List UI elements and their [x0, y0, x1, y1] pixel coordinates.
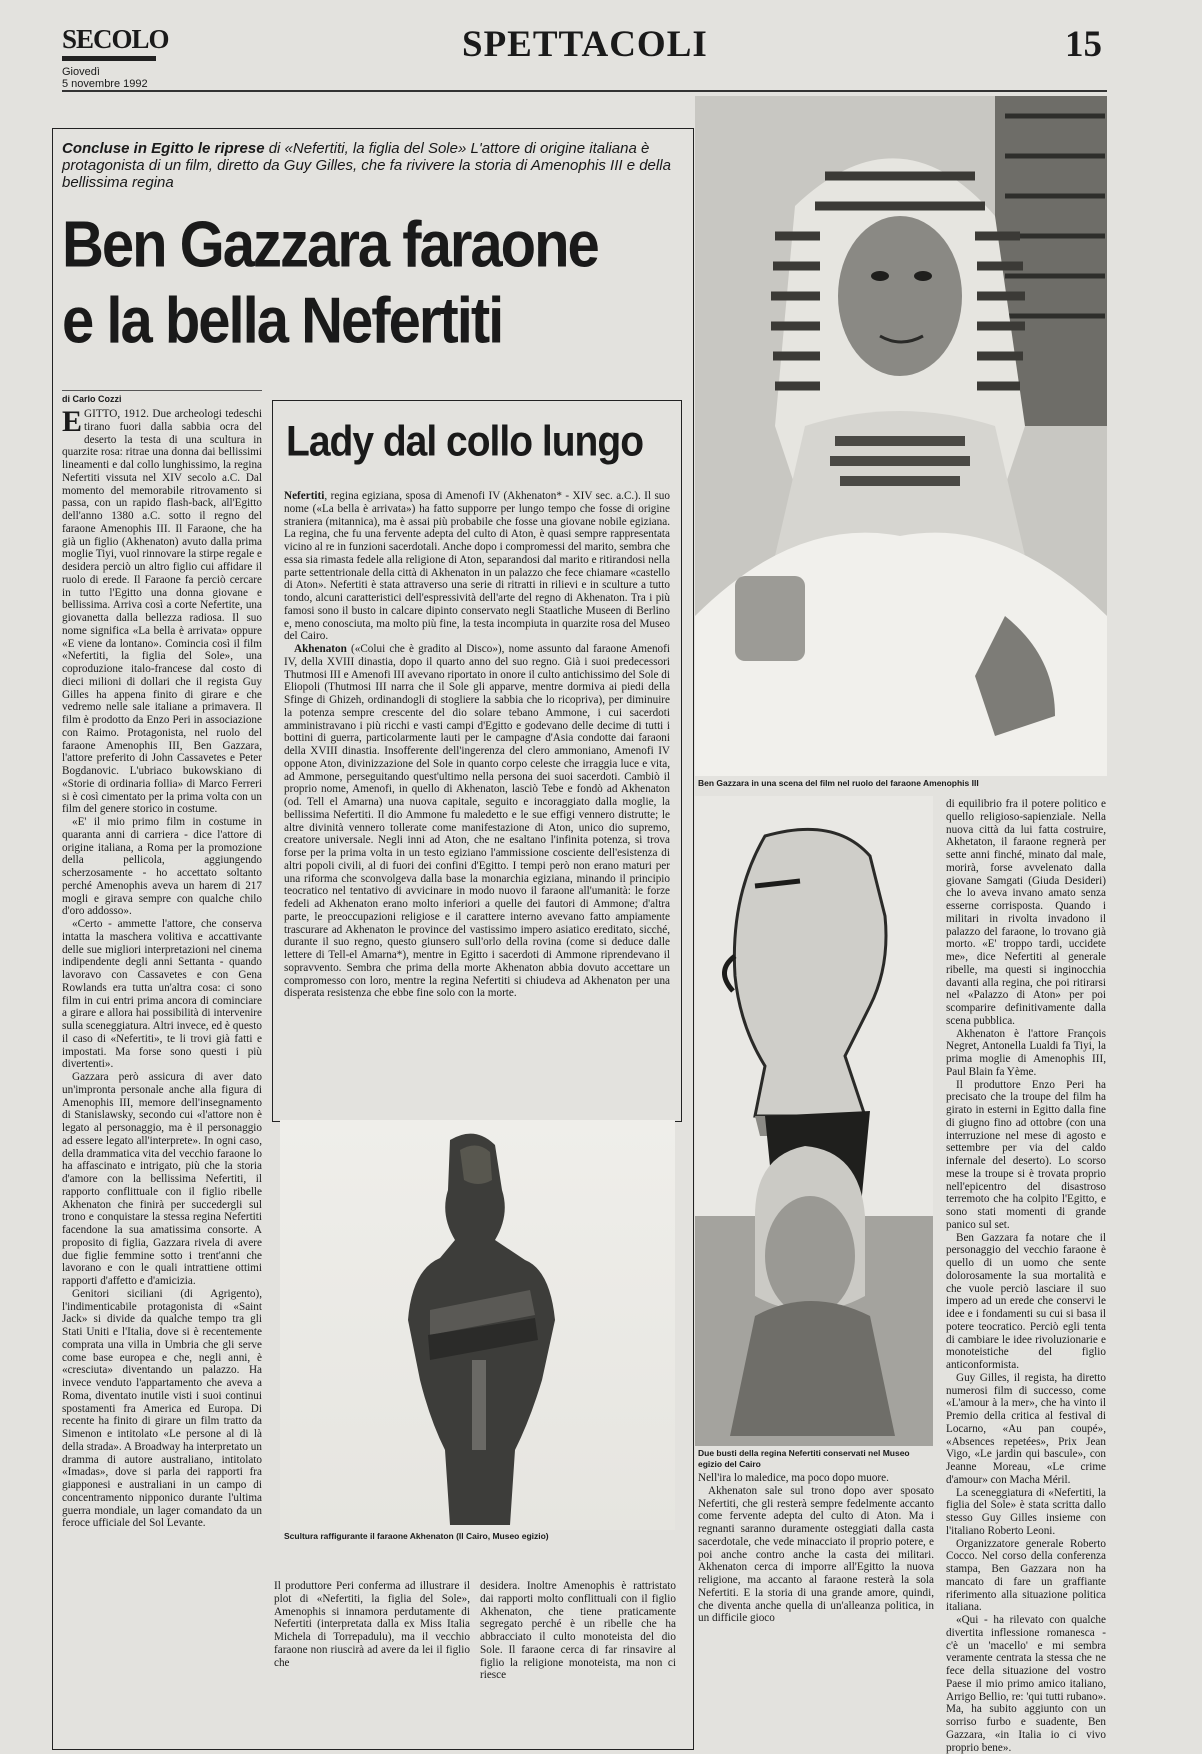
article-paragraph: La sceneggiatura di «Nefertiti, la figlia del Sole» è stata scritta dallo stesso Guy Gilles insieme con l'italiano Roberto Leoni. [946, 1486, 1106, 1537]
article-column-busts [698, 1472, 934, 1744]
kicker-bold: Concluse in Egitto le riprese [62, 140, 265, 157]
pharaoh-illustration [695, 96, 1107, 776]
article-column-right [946, 798, 1106, 1754]
article-paragraph: Ben Gazzara fa notare che il personaggio del vecchio faraone è quello di un uomo che sente dolorosamente la sua mortalità e che vuole perciò lasciare il suo impero ad un erede che conservi le idee e i fondamenti su cui si basa il potere teocratico. Perciò egli tenta di cambiare le idee rivoluzionarie e monoteistiche del figlio anticonformista. [946, 1231, 1106, 1371]
busts-caption: Due busti della regina Nefertiti conservati nel Museo egizio del Cairo [698, 1448, 910, 1469]
article-paragraph: Nell'ira lo maledice, ma poco dopo muore. [698, 1472, 889, 1484]
article-paragraph: di equilibrio fra il potere politico e quello religioso-sapienziale. Nella nuova città da lui fatta costruire, Akhetaton, il faraone regnerà per sette anni finché, minato dal male, morirà, forse avvelenato dalla giovane Samgati (Giuda Desideri) che lo aveva invano amato senza esserne corrisposta. Quando i militari in rivolta invadono il palazzo del faraone, lo trovano già morto. «E' troppo tardi, uccidete me», dice Nefertiti al generale ribelle, ma questi si inginocchia davanti alla regina, che poi ritirarsi nel «Palazzo di Aton» per poi scomparire definitivamente dalla scena pubblica. [946, 798, 1106, 1027]
statue-illustration [280, 1120, 675, 1530]
sidebar-paragraph: Nefertiti, regina egiziana, sposa di Amenofi IV (Akhenaton* - XIV sec. a.C.). Il suo nome («La bella è arrivata») ha fatto supporre per lungo tempo che fosse di origine straniera (mitannica), ma è assai più probabile che fosse una giovane nobile egiziana. La regina, che fu una fervente adepta del culto di Aton, è quasi sempre rappresentata vicino al re in funzioni sacerdotali. Anche dopo i compromessi del marito, sembra che essa sia rimasta fedele alla religione di Aton, separandosi dal marito e ritirandosi nella parte settentrionale della città di Akhenaton in un palazzo che fece chiamare «castello di Aton». Nefertiti è stata attraverso una serie di ritratti in rilievi e in sculture a tutto tondo, alcuni caratteristici dell'espressività dell'arte del regno di Akhenaton. Tra i più famosi sono il busto in calcare dipinto conservato negli Staatliche Museen di Berlino e, meno conosciuta, ma molto più fine, la testa incompiuta in quarzite rosa del Museo del Cairo. [284, 490, 670, 643]
busts-illustration [695, 796, 933, 1446]
nefertiti-busts-photo [695, 796, 933, 1446]
article-paragraph: «E' il mio primo film in costume in quaranta anni di carriera - dice l'attore di origine italiana, a Roma per la promozione della pellicola, aggiungendo scherzosamente - ho accettato soltanto perché Amenophis aveva un harem di 217 mogli e girava sempre con qualche chilo d'oro addosso». [62, 816, 262, 918]
masthead [62, 18, 1112, 88]
article-paragraph: Gazzara però assicura di aver dato un'impronta personale anche alla figura di Amenophis III, memore dell'insegnamento di Stanislawsky, secondo cui «l'attore non è legato al personaggio, ma è il personaggio ad essere legato all'interprete». In ogni caso, della drammatica vita del vecchio faraone lo ha affascinato e intrigato, più che la storia d'amore con la bellissima Nefertiti, il rapporto conflittuale con il figlio ribelle Akhenaton che finirà per succedergli sul trono e conquistare la stessa regina Nefertiti facendone la sua amatissima consorte. A proposito di figlia, Gazzara rivela di avere due figlie femmine sotto i trent'anni che lavorano e con le quali intrattiene ottimi rapporti d'affetto e d'amicizia. [62, 1071, 262, 1287]
logo-underline [62, 56, 156, 61]
article-paragraph: «Certo - ammette l'attore, che conserva intatta la maschera volitiva e accattivante delle sue migliori interpretazioni nel cinema indipendente degli anni Settanta - quando lavoravo con Cassavetes e con Gena Rowlands era tutta un'altra cosa: ci sono film in cui entri prima ancora di cominciare a girare e allora hai possibilità di intervenire sulla sceneggiatura. Altri invece, ed è questo il caso di «Nefertiti», te li trovi già fatti e impostati. Ma forse sono questi i più divertenti». [62, 918, 262, 1071]
article-paragraph: Organizzatore generale Roberto Cocco. Nel corso della conferenza stampa, Ben Gazzara non ha mancato di fare un graffiante riferimento alla situazione politica italiana. [946, 1537, 1106, 1614]
article-paragraph: Il produttore Peri conferma ad illustrare il plot di «Nefertiti, la figlia del Sole», Amenophis si innamora perdutamente di Nefertiti (interpretata dalla ex Miss Italia Michela di Torrepadulu), ma il vecchio faraone non riuscirà ad avere da lei il figlio che [274, 1580, 470, 1669]
article-kicker [62, 140, 682, 191]
section-title: SPETTACOLI [462, 24, 708, 65]
headline-line-1: Ben Gazzara faraone [62, 208, 598, 281]
drop-cap: E [62, 405, 83, 438]
article-paragraph: EGITTO, 1912. Due archeologi tedeschi tirano fuori dalla sabbia ocra del deserto la testa di una scultura in quarzite rosa: ritrae una donna dai bellissimi lineamenti e dal collo lunghissimo, la regina Nefertiti vissuta nel XIV secolo a.C. Dal momento del memorabile ritrovamento si passa, con un rapido flash-back, all'Egitto dell'anno 1380 a.C. sotto il regno del faraone Amenophis III. Il Faraone, che ha già un figlio (Akhenaton) avuto dalla prima moglie Tiyi, vuol rinnovare la stirpe regale e desidera perciò un altro figlio cui affidare il ruolo di erede. Il Faraone fa perciò cercare in tutto l'Egitto una donna giovane e bellissima. Arriva così a corte Nefertite, una giovanetta dalla bellezza radiosa. Il suo nome significa «La bella è arrivata» oppure «E viene da lontano». Comincia così il film «Nefertiti, la figlia del Sole», una coproduzione italo-francese dal costo di dieci milioni di dollari che il regista Guy Gilles ha appena finito di girare e che vedremo nelle sale italiane a primavera. Il film è prodotto da Enzo Peri in associazione con Raimo. Protagonista, nel ruolo del faraone Amenophis III, Ben Gazzara, l'attore preferito di John Cassavetes e Peter Bogdanovic. L'ubriaco bukowskiano di «Storie di ordinaria follia» di Marco Ferreri si è così cimentato per la prima volta con un film del genere storico in costume. [62, 405, 262, 816]
article-paragraph: «Qui - ha rilevato con qualche divertita inflessione romanesca - c'è un 'macello' e mi sembra veramente centrata la stessa che ne fece della situazione del vostro Paese il mio primo amico italiano, Arrigo Bellio, re: 'qui tutti rubano». Ma, ha subito aggiunto con un sorriso furbo e suadente, Ben Gazzara, «in Italia io ci vivo proprio bene». [946, 1614, 1106, 1754]
masthead-rule [62, 90, 1107, 92]
article-headline [62, 207, 702, 359]
article-column-2 [274, 1580, 470, 1745]
headline-line-2: e la bella Nefertiti [62, 284, 503, 358]
article-column-1 [62, 405, 262, 1738]
akhenaton-statue-photo [280, 1120, 675, 1530]
byline-rule [62, 390, 262, 391]
ben-gazzara-pharaoh-photo [695, 96, 1107, 776]
page-number: 15 [1065, 24, 1102, 65]
article-paragraph: Guy Gilles, il regista, ha diretto numerosi film di successo, come «L'amour à la mer», che ha vinto il Premio della critica al festival di Locarno, «Au pan coupé», «Absences repetées», Prix Jean Vigo, «Le jardin qui bascule», con Jeanne Moreau, «Le crime d'amour» con Macha Méril. [946, 1371, 1106, 1486]
article-paragraph: Il produttore Enzo Peri ha precisato che la troupe del film ha girato in esterni in Egitto dalla fine di giugno fino ad ottobre (con una interruzione nel mese di agosto e settembre per via del caldo infernale del deserto). Lo scorso mese la troupe si è trovata proprio nell'epicentro del disastroso terremoto che ha colpito l'Egitto, e sono stati momenti di grande panico sul set. [946, 1078, 1106, 1231]
byline: di Carlo Cozzi [62, 394, 122, 404]
kicker-text: di «Nefertiti, la figlia del Sole» L'attore di origine italiana è protagonista di un film, diretto da Guy Gilles, che fa rivivere la storia di Amenophis III e della bellissima regina [62, 140, 671, 191]
article-column-3 [480, 1580, 676, 1745]
sidebar-title: Lady dal collo lungo [286, 418, 644, 466]
statue-caption: Scultura raffigurante il faraone Akhenaton (Il Cairo, Museo egizio) [284, 1531, 549, 1541]
weekday: Giovedì [62, 66, 100, 78]
sidebar-paragraph: Akhenaton («Colui che è gradito al Disco»), nome assunto dal faraone Amenofi IV, della XVIII dinastia, dopo il quarto anno del suo regno. Già i suoi predecessori Thutmosi III e Amenofi III avevano riportato in onore il culto antichissimo del Sole di Eliopoli (Thutmosi III narra che il Sole gli apparve, mentre dormiva ai piedi della Sfinge di Ghizeh, ordinandogli di stogliere la sabbia che lo ricopriva), per diminuire la potenza sempre crescente del dio solare tebano Ammone, i cui sacerdoti amministravano i più ricchi e vasti campi d'Egitto e godevano delle decime di tutti i bottini di guerra, particolarmente lauti per le campagne d'Asia condotte dai faraoni della XVIII dinastia. Insofferente dell'ingerenza del clero ammoniano, Amenofi IV oppone Aton, divinizzazione del Sole in quanto corpo celeste che irraggia luce e vita, ad Ammone, perseguitando quest'ultimo nella persona dei suoi sacerdoti. Cambiò il proprio nome, Amenofi, in quello di Akhenaton, lasciò Tebe e fondò ad Akhenaton (od. Tell el Amarna) una nuova capitale, seguito e incoraggiato dalla moglie, la bellissima Nefertiti. Il dio Ammone fu maledetto e le sue effigi vennero distrutte; le altre divinità vennero tollerate come manifestazione di Aton, unico dio supremo, creatore universale. Negli inni ad Aton, che ne esaltano l'infinita potenza, si trova forse per la prima volta in un testo egiziano l'ammissione cosciente dell'esistenza di altri popoli civili, al di fuori dei confini d'Egitto. I tempi però non erano maturi per una riforma che sconvolgeva dalla base la monarchia egiziana, minando il principio teocratico nel tentativo di avvicinare in modo nuovo il faraone all'umanità: le forze fedeli ad Akhenaton erano molto inferiori a quelle dei fautori di Ammone; d'altra parte, le preoccupazioni religiose e il carattere interno avevano fatto ampiamente trascurare ad Akhenaton le province del vastissimo impero asiatico ereditato, sicché, durante il suo regno, questo giunsero sull'orlo della rovina (come si deduce dalle lettere di Tell-el Amarna*), mentre in Egitto i sacerdoti di Ammone riprendevano il sopravvento. Sembra che prima della morte Akhenaton abbia dovuto accettare un compromesso con loro, mentre la regina Nefertiti si chiudeva ad Akhenaton per una disperata resistenza che ebbe fine solo con la morte. [284, 643, 670, 1000]
sidebar-text [284, 490, 670, 1108]
newspaper-logo: SECOLO [62, 24, 169, 54]
article-paragraph: Akhenaton sale sul trono dopo aver sposato Nefertiti, che gli resterà sempre fedelmente accanto come fervente adepta del culto di Aton. Ma i regnanti saranno duramente osteggiati dalla casta sacerdotale, che vede minacciato il proprio potere, e poi anche contro anche la casta dei militari. Akhenaton cerca di imporre all'Egitto la nuova religione, ma accanto al faraone resterà la sola Nefertiti. E la storia di una grande amore, quindi, che diventa anche quella di un'alleanza politica, in un difficile gioco [698, 1484, 934, 1625]
issue-date: 5 novembre 1992 [62, 78, 148, 90]
article-paragraph: desidera. Inoltre Amenophis è rattristato dai rapporti molto conflittuali con il figlio Akhenaton, che tiene praticamente segregato perché è un ribelle che ha abbracciato il culto monoteista del dio Sole. Il faraone cerca di far rinsavire al figlio la religione monoteista, ma non ci riesce [480, 1580, 676, 1682]
article-paragraph: Genitori siciliani (di Agrigento), l'indimenticabile protagonista di «Saint Jack» si divide da qualche tempo tra gli Stati Uniti e l'Italia, dove si è recentemente comprata una villa in Umbria che gli serve come base europea e che, negli anni, è «cresciuta» diventando un palazzo. Ha invece venduto l'appartamento che aveva a Roma, diventato inutile visti i suoi continui spostamenti fra America ed Europa. Di recente ha finito di girare un film tratto da Simenon e intitolato «Le persone al di là della strada». A Broadway ha interpretato un dramma di autore australiano, intitolato «Imadas», dove si parla dei rapporti fra giapponesi e australiani in un campo di concentramento nipponico durante l'ultima guerra mondiale, un lager comandato da un feroce ufficiale del Sol Levante. [62, 1287, 262, 1530]
pharaoh-caption: Ben Gazzara in una scena del film nel ruolo del faraone Amenophis III [698, 778, 979, 788]
article-paragraph: Akhenaton è l'attore François Negret, Antonella Lualdi fa Tiyi, la prima moglie di Amenophis III, Paul Blain fa Yème. [946, 1027, 1106, 1078]
